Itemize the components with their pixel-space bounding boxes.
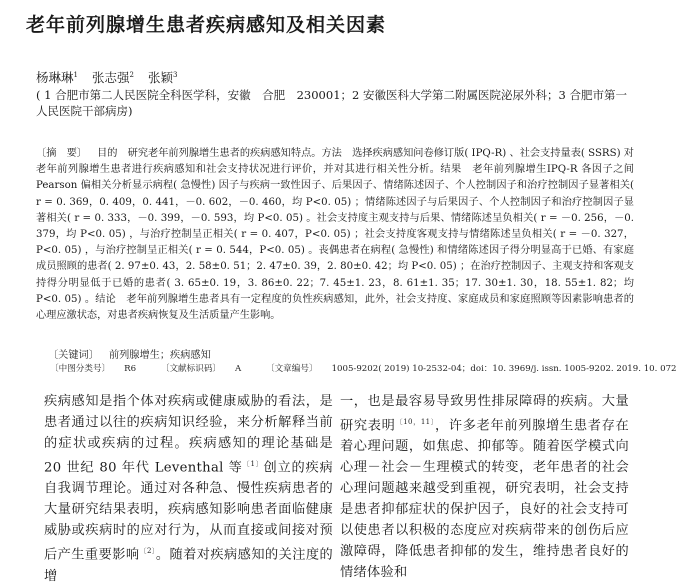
- article-no-value: 1005-9202( 2019) 10-2532-04；doi：10. 3969/j. issn. 1005-9202. 2019. 10. 072: [331, 364, 677, 374]
- author-name: 杨琳琳: [36, 70, 74, 85]
- body-text: ，许多老年前列腺增生患者存在着心理问题，如焦虑、抑郁等。随着医学模式向心理－社会－生理模式的转变，老年患者的社会心理问题越来越受到重视，研究表明，社会支持是患者抑郁症状的保护因子，良好的社会支持可以使患者以积极的态度应对疾病带来的创伤后应激障碍，降低患者抑郁的发生，维持患者良好的情绪体验和: [340, 418, 630, 581]
- paper-title: 老年前列腺增生患者疾病感知及相关因素: [26, 14, 387, 36]
- author-name: 张志强: [91, 70, 130, 85]
- body-column-left: [44, 391, 333, 587]
- abstract-label: 〔摘 要〕: [36, 148, 88, 159]
- article-no-label: 〔文章编号〕: [265, 364, 318, 374]
- classification-line: [50, 362, 691, 374]
- body-text: 疾病感知是指个体对疾病或健康威胁的看法，是患者通过以往的疾病知识经验，来分析解释当前的症状或疾病的过程。疾病感知的理论基础是 20 世纪 80 年代 Leventhal 等: [44, 394, 333, 476]
- abstract-text: 目的 研究老年前列腺增生患者的疾病感知特点。方法 选择疾病感知问卷修订版( IPQ-R) 、社会支持量表( SSRS) 对老年前列腺增生患者进行疾病感知和社会支持状况进行评价，并对其进行相关性分析。结果 老年前列腺增生IPQ-R 各因子之间 Pearson 偏相关分析显示病程( 急慢性) 因子与疾病一致性因子、后果因子、情绪陈述因子、个人控制因子和治疗控制因子显著相关( r = 0. 369，0. 409，0. 441，－0. 602，－0. 460，均 P<0. 05) ；情绪陈述因子与后果因子、个人控制因子和治疗控制因子显著相关( r = 0. 333，－0. 399，－0. 593，均 P<0. 05) 。社会支持度主观支持与后果、情绪陈述呈负相关( r = －0. 256，－0. 379，均 P<0. 05) ，与治疗控制呈正相关( r = 0. 407，P<0. 05) ；社会支持度客观支持与情绪陈述呈负相关( r = －0. 327，P<0. 05) ，与治疗控制呈正相关( r = 0. 544，P<0. 05) 。丧偶患者在病程( 急慢性) 和情绪陈述因子得分明显高于已婚、有家庭成员照顾的患者( 2. 97±0. 43，2. 58±0. 51；2. 47±0. 39，2. 80±0. 42；均 P<0. 05) ；在治疗控制因子、主观支持和客观支持得分明显低于已婚的患者( 3. 65±0. 19，3. 86±0. 22；7. 45±1. 23，8. 61±1. 35；17. 30±1. 30，18. 55±1. 82；均 P<0. 05) 。结论 老年前列腺增生患者具有一定程度的负性疾病感知，此外，社会支持度、家庭成员和家庭照顾等因素影响患者的心理应激状态，对患者疾病恢复及生活质量产生影响。: [36, 148, 634, 322]
- keywords-text: 前列腺增生；疾病感知: [108, 350, 211, 361]
- clc-value: R6: [124, 364, 137, 374]
- clc-label: 〔中图分类号〕: [50, 364, 111, 374]
- abstract: [36, 146, 634, 324]
- citation-ref: 〔1〕: [242, 460, 264, 468]
- author-affil-marker: 2: [129, 70, 134, 79]
- keywords: [48, 346, 211, 361]
- affiliation: ( 1 合肥市第二人民医院全科医学科，安徽 合肥 230001；2 安徽医科大学第二附属医院泌尿外科；3 合肥市第一人民医院干部病房): [36, 88, 627, 118]
- doc-code-label: 〔文献标识码〕: [160, 364, 222, 374]
- keywords-label: 〔关键词〕: [48, 350, 99, 361]
- author-list: [36, 68, 187, 86]
- author-affil-marker: 1: [73, 70, 78, 79]
- body-text: 。随着对疾病感知的关注度的增: [44, 547, 334, 584]
- citation-ref: 〔10，11〕: [395, 418, 435, 426]
- author-name: 张颖: [147, 70, 173, 85]
- body-column-right: [340, 391, 629, 583]
- doc-code-value: A: [235, 364, 242, 374]
- author-affil-marker: 3: [172, 70, 178, 79]
- citation-ref: 〔2〕: [139, 547, 156, 556]
- body-text: 创立的疾病自我调节理论。通过对各种急、慢性疾病患者的大量研究结果表明，疾病感知影响患者面临健康威胁或疾病时的应对行为，从而直接或间接对预后产生重要影响: [44, 460, 334, 563]
- body-text: 一，也是最容易导致男性排尿障碍的疾病。大量研究表明: [340, 394, 629, 434]
